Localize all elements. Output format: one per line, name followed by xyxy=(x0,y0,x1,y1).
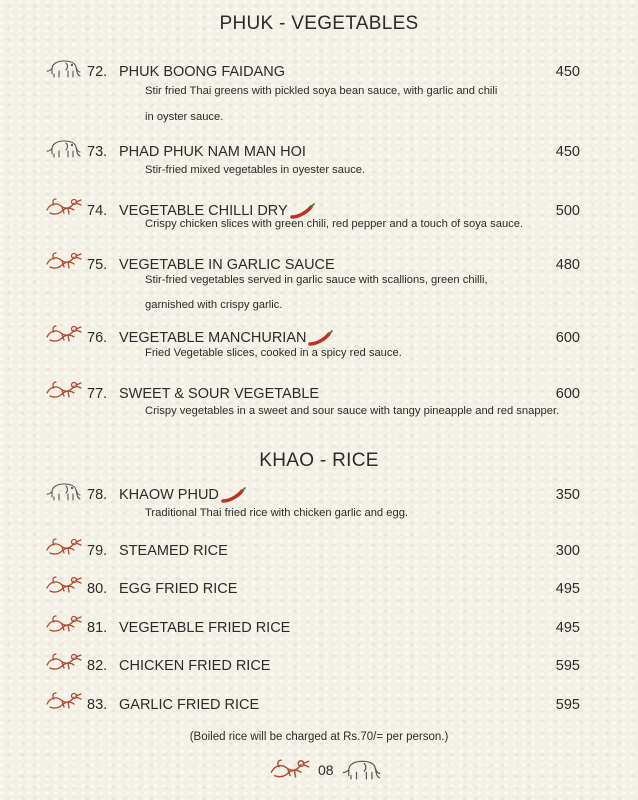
dragon-icon xyxy=(44,323,84,345)
item-description: Stir-fried vegetables served in garlic sauce with scallions, green chilli, xyxy=(145,274,488,286)
item-name: CHICKEN FRIED RICE xyxy=(119,658,271,674)
item-name: VEGETABLE MANCHURIAN xyxy=(119,330,307,346)
page-footer xyxy=(268,752,388,786)
item-price: 450 xyxy=(555,144,580,160)
item-name-wrap xyxy=(119,543,228,559)
item-name-wrap xyxy=(119,581,237,597)
item-name: VEGETABLE IN GARLIC SAUCE xyxy=(119,257,335,273)
dragon-icon xyxy=(44,651,84,673)
item-name: PHAD PHUK NAM MAN HOI xyxy=(119,144,306,160)
item-name: PHUK BOONG FAIDANG xyxy=(119,64,285,80)
item-price: 495 xyxy=(555,620,580,636)
item-price: 495 xyxy=(555,581,580,597)
item-number: 79. xyxy=(87,543,108,559)
dragon-icon xyxy=(268,754,312,784)
elephant-icon xyxy=(44,480,84,502)
item-price: 600 xyxy=(555,330,580,346)
item-number: 74. xyxy=(87,203,108,219)
elephant-icon xyxy=(44,137,84,159)
item-price: 480 xyxy=(555,257,580,273)
dragon-icon xyxy=(44,250,84,272)
item-name: VEGETABLE FRIED RICE xyxy=(119,620,291,636)
item-price: 595 xyxy=(555,658,580,674)
item-name: VEGETABLE CHILLI DRY xyxy=(119,203,288,219)
elephant-icon xyxy=(340,754,384,784)
item-name: KHAOW PHUD xyxy=(119,487,219,503)
dragon-icon xyxy=(44,536,84,558)
item-name-wrap xyxy=(119,620,290,636)
item-number: 80. xyxy=(87,581,108,597)
section-title-vegetables: PHUK - VEGETABLES xyxy=(219,13,419,34)
item-price: 600 xyxy=(555,386,580,402)
boiled-rice-note: (Boiled rice will be charged at Rs.70/= per person.) xyxy=(189,731,449,743)
item-description: in oyster sauce. xyxy=(145,111,224,123)
dragon-icon xyxy=(44,196,84,218)
dragon-icon xyxy=(44,574,84,596)
item-price: 450 xyxy=(555,64,580,80)
item-number: 77. xyxy=(87,386,108,402)
item-description: Crispy vegetables in a sweet and sour sauce with tangy pineapple and red snapper. xyxy=(145,405,560,417)
item-description: Crispy chicken slices with green chili, red pepper and a touch of soya sauce. xyxy=(145,218,524,230)
dragon-icon xyxy=(44,379,84,401)
item-description: Fried Vegetable slices, cooked in a spicy red sauce. xyxy=(145,347,402,359)
item-price: 595 xyxy=(555,697,580,713)
item-name-wrap xyxy=(119,697,259,713)
item-name: SWEET & SOUR VEGETABLE xyxy=(119,386,320,402)
item-number: 76. xyxy=(87,330,108,346)
item-price: 500 xyxy=(555,203,580,219)
item-price: 300 xyxy=(555,543,580,559)
elephant-icon xyxy=(44,57,84,79)
item-description: Stir-fried mixed vegetables in oyester sauce. xyxy=(145,164,366,176)
dragon-icon xyxy=(44,613,84,635)
item-description: garnished with crispy garlic. xyxy=(145,299,283,311)
item-name: STEAMED RICE xyxy=(119,543,228,559)
item-number: 81. xyxy=(87,620,108,636)
item-number: 78. xyxy=(87,487,108,503)
dragon-icon xyxy=(44,690,84,712)
item-price: 350 xyxy=(555,487,580,503)
item-number: 73. xyxy=(87,144,108,160)
item-number: 72. xyxy=(87,64,108,80)
item-number: 83. xyxy=(87,697,108,713)
item-name: EGG FRIED RICE xyxy=(119,581,238,597)
item-description: Stir fried Thai greens with pickled soya bean sauce, with garlic and chili xyxy=(145,85,498,97)
section-title-rice: KHAO - RICE xyxy=(259,450,379,471)
item-number: 75. xyxy=(87,257,108,273)
page-number: 08 xyxy=(318,762,334,778)
item-name: GARLIC FRIED RICE xyxy=(119,697,260,713)
item-number: 82. xyxy=(87,658,108,674)
item-description: Traditional Thai fried rice with chicken garlic and egg. xyxy=(145,507,409,519)
item-name-wrap xyxy=(119,658,270,674)
